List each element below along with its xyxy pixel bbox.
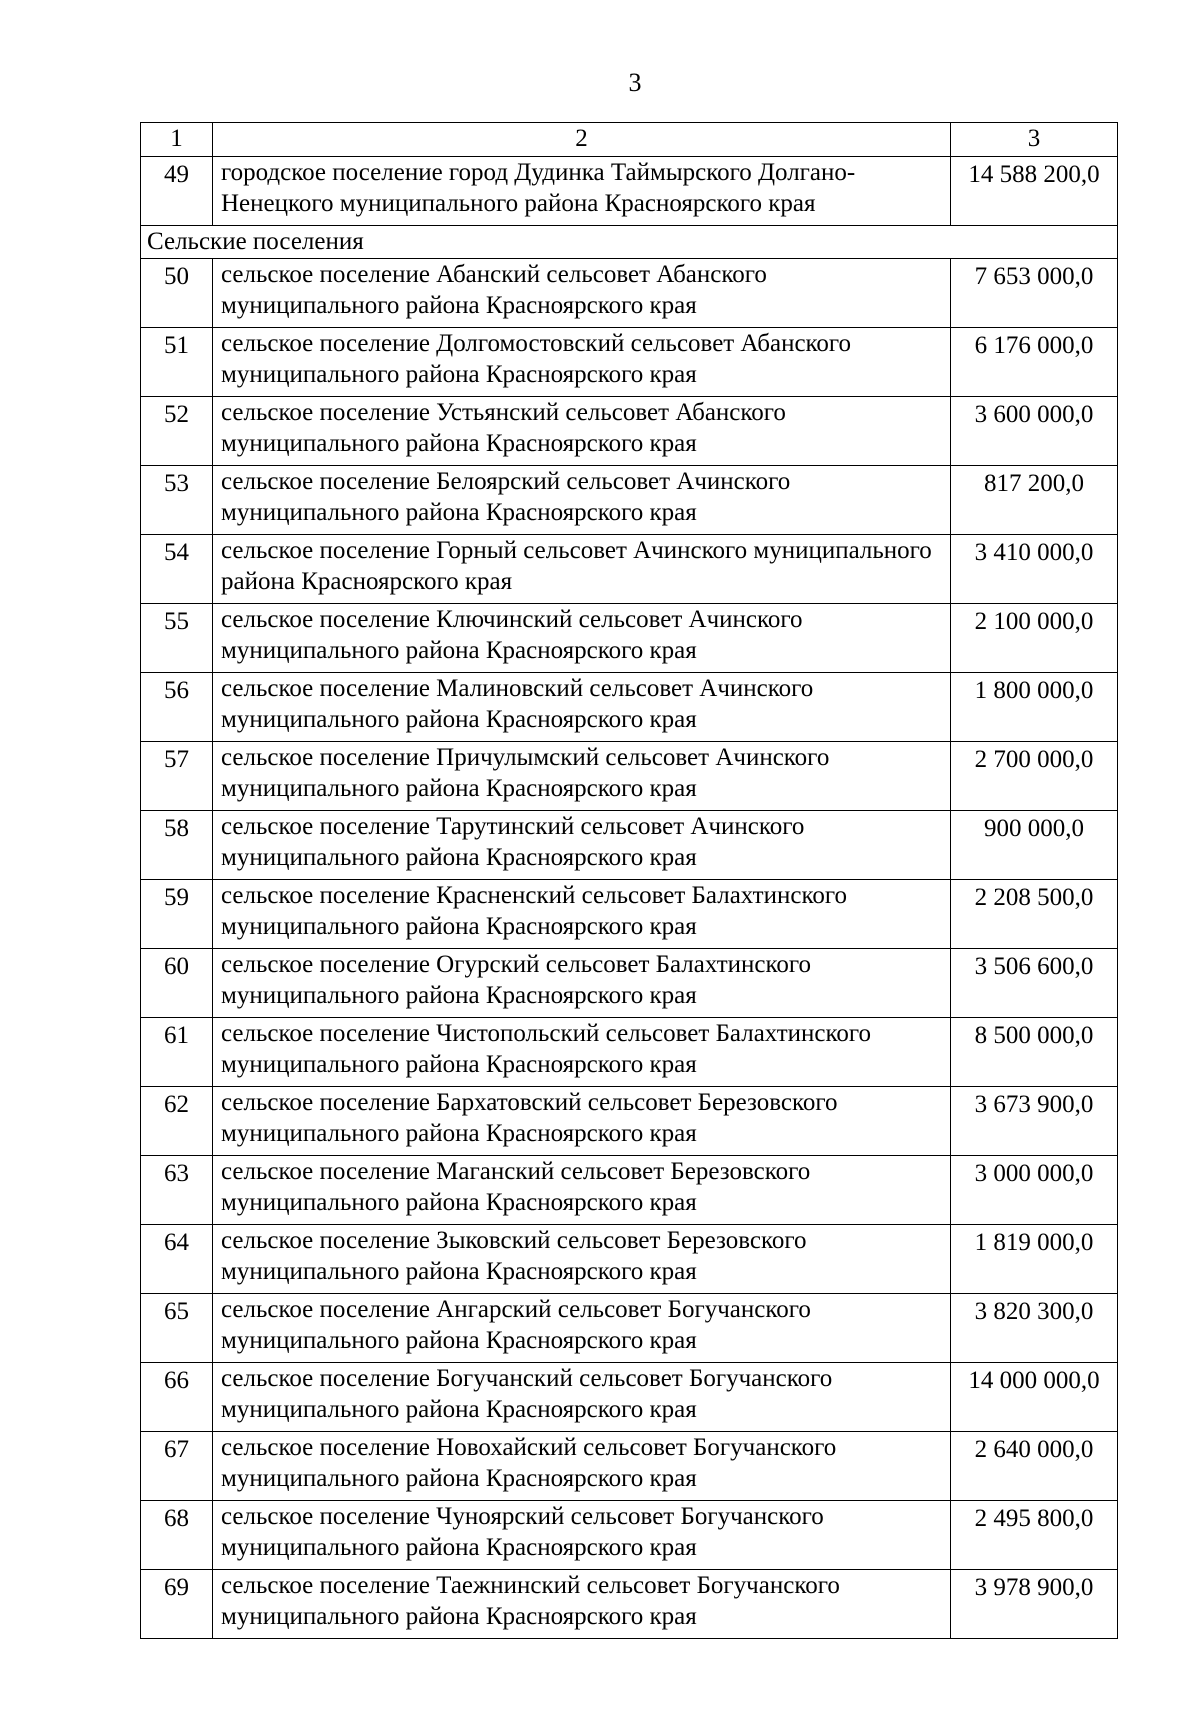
row-name: городское поселение город Дудинка Таймырского Долгано-Ненецкого муниципального района Красноярского края [213,157,951,226]
row-number: 65 [141,1294,213,1363]
row-amount: 3 673 900,0 [951,1087,1118,1156]
row-number: 55 [141,604,213,673]
row-number: 53 [141,466,213,535]
row-name: сельское поселение Устьянский сельсовет Абанского муниципального района Красноярского края [213,397,951,466]
row-amount: 14 588 200,0 [951,157,1118,226]
table-row [141,1432,1118,1501]
row-name: сельское поселение Чистопольский сельсовет Балахтинского муниципального района Красноярского края [213,1018,951,1087]
row-name: сельское поселение Ангарский сельсовет Богучанского муниципального района Красноярского края [213,1294,951,1363]
row-number: 52 [141,397,213,466]
section-label: Сельские поселения [141,226,1118,259]
row-number: 62 [141,1087,213,1156]
row-amount: 817 200,0 [951,466,1118,535]
row-amount: 14 000 000,0 [951,1363,1118,1432]
row-amount: 2 100 000,0 [951,604,1118,673]
row-name: сельское поселение Белоярский сельсовет Ачинского муниципального района Красноярского края [213,466,951,535]
row-number: 59 [141,880,213,949]
table-row [141,259,1118,328]
row-name: сельское поселение Богучанский сельсовет Богучанского муниципального района Красноярского края [213,1363,951,1432]
row-number: 57 [141,742,213,811]
row-name: сельское поселение Огурский сельсовет Балахтинского муниципального района Красноярского края [213,949,951,1018]
row-name: сельское поселение Маганский сельсовет Березовского муниципального района Красноярского края [213,1156,951,1225]
row-name: сельское поселение Долгомостовский сельсовет Абанского муниципального района Красноярского края [213,328,951,397]
row-amount: 2 640 000,0 [951,1432,1118,1501]
row-name: сельское поселение Таежнинский сельсовет Богучанского муниципального района Красноярского края [213,1570,951,1639]
row-number: 68 [141,1501,213,1570]
row-amount: 2 495 800,0 [951,1501,1118,1570]
table-row [141,673,1118,742]
row-name: сельское поселение Причулымский сельсовет Ачинского муниципального района Красноярского края [213,742,951,811]
table-row [141,1225,1118,1294]
table-row [141,1087,1118,1156]
row-amount: 1 800 000,0 [951,673,1118,742]
row-number: 61 [141,1018,213,1087]
row-amount: 7 653 000,0 [951,259,1118,328]
row-number: 67 [141,1432,213,1501]
row-name: сельское поселение Новохайский сельсовет Богучанского муниципального района Красноярского края [213,1432,951,1501]
row-amount: 8 500 000,0 [951,1018,1118,1087]
table-row [141,1294,1118,1363]
row-number: 58 [141,811,213,880]
section-row [141,226,1118,259]
table-row [141,157,1118,226]
table-row [141,1570,1118,1639]
row-amount: 900 000,0 [951,811,1118,880]
row-amount: 6 176 000,0 [951,328,1118,397]
row-name: сельское поселение Бархатовский сельсовет Березовского муниципального района Красноярского края [213,1087,951,1156]
row-amount: 3 978 900,0 [951,1570,1118,1639]
row-number: 66 [141,1363,213,1432]
row-number: 64 [141,1225,213,1294]
header-col-1: 1 [141,123,213,157]
row-amount: 3 820 300,0 [951,1294,1118,1363]
table-row [141,1018,1118,1087]
row-name: сельское поселение Малиновский сельсовет Ачинского муниципального района Красноярского края [213,673,951,742]
header-col-2: 2 [213,123,951,157]
table-row [141,811,1118,880]
table-row [141,949,1118,1018]
table-row [141,1156,1118,1225]
table-row [141,328,1118,397]
table-row [141,1363,1118,1432]
row-amount: 3 600 000,0 [951,397,1118,466]
row-number: 51 [141,328,213,397]
table-row [141,397,1118,466]
row-name: сельское поселение Зыковский сельсовет Березовского муниципального района Красноярского края [213,1225,951,1294]
table-row [141,742,1118,811]
table-row [141,1501,1118,1570]
row-name: сельское поселение Горный сельсовет Ачинского муниципального района Красноярского края [213,535,951,604]
row-amount: 3 000 000,0 [951,1156,1118,1225]
table-body [141,123,1118,1639]
row-name: сельское поселение Тарутинский сельсовет Ачинского муниципального района Красноярского края [213,811,951,880]
row-number: 50 [141,259,213,328]
row-number: 54 [141,535,213,604]
row-amount: 2 208 500,0 [951,880,1118,949]
header-row [141,123,1118,157]
row-name: сельское поселение Ключинский сельсовет Ачинского муниципального района Красноярского края [213,604,951,673]
table-row [141,535,1118,604]
allocation-table [140,122,1118,1639]
row-number: 69 [141,1570,213,1639]
row-amount: 3 506 600,0 [951,949,1118,1018]
row-amount: 3 410 000,0 [951,535,1118,604]
row-number: 63 [141,1156,213,1225]
table-row [141,604,1118,673]
row-number: 56 [141,673,213,742]
table-row [141,880,1118,949]
row-name: сельское поселение Чуноярский сельсовет Богучанского муниципального района Красноярского края [213,1501,951,1570]
row-name: сельское поселение Красненский сельсовет Балахтинского муниципального района Красноярского края [213,880,951,949]
row-name: сельское поселение Абанский сельсовет Абанского муниципального района Красноярского края [213,259,951,328]
row-amount: 2 700 000,0 [951,742,1118,811]
table-row [141,466,1118,535]
row-number: 49 [141,157,213,226]
header-col-3: 3 [951,123,1118,157]
row-number: 60 [141,949,213,1018]
page-number: 3 [628,68,642,97]
row-amount: 1 819 000,0 [951,1225,1118,1294]
